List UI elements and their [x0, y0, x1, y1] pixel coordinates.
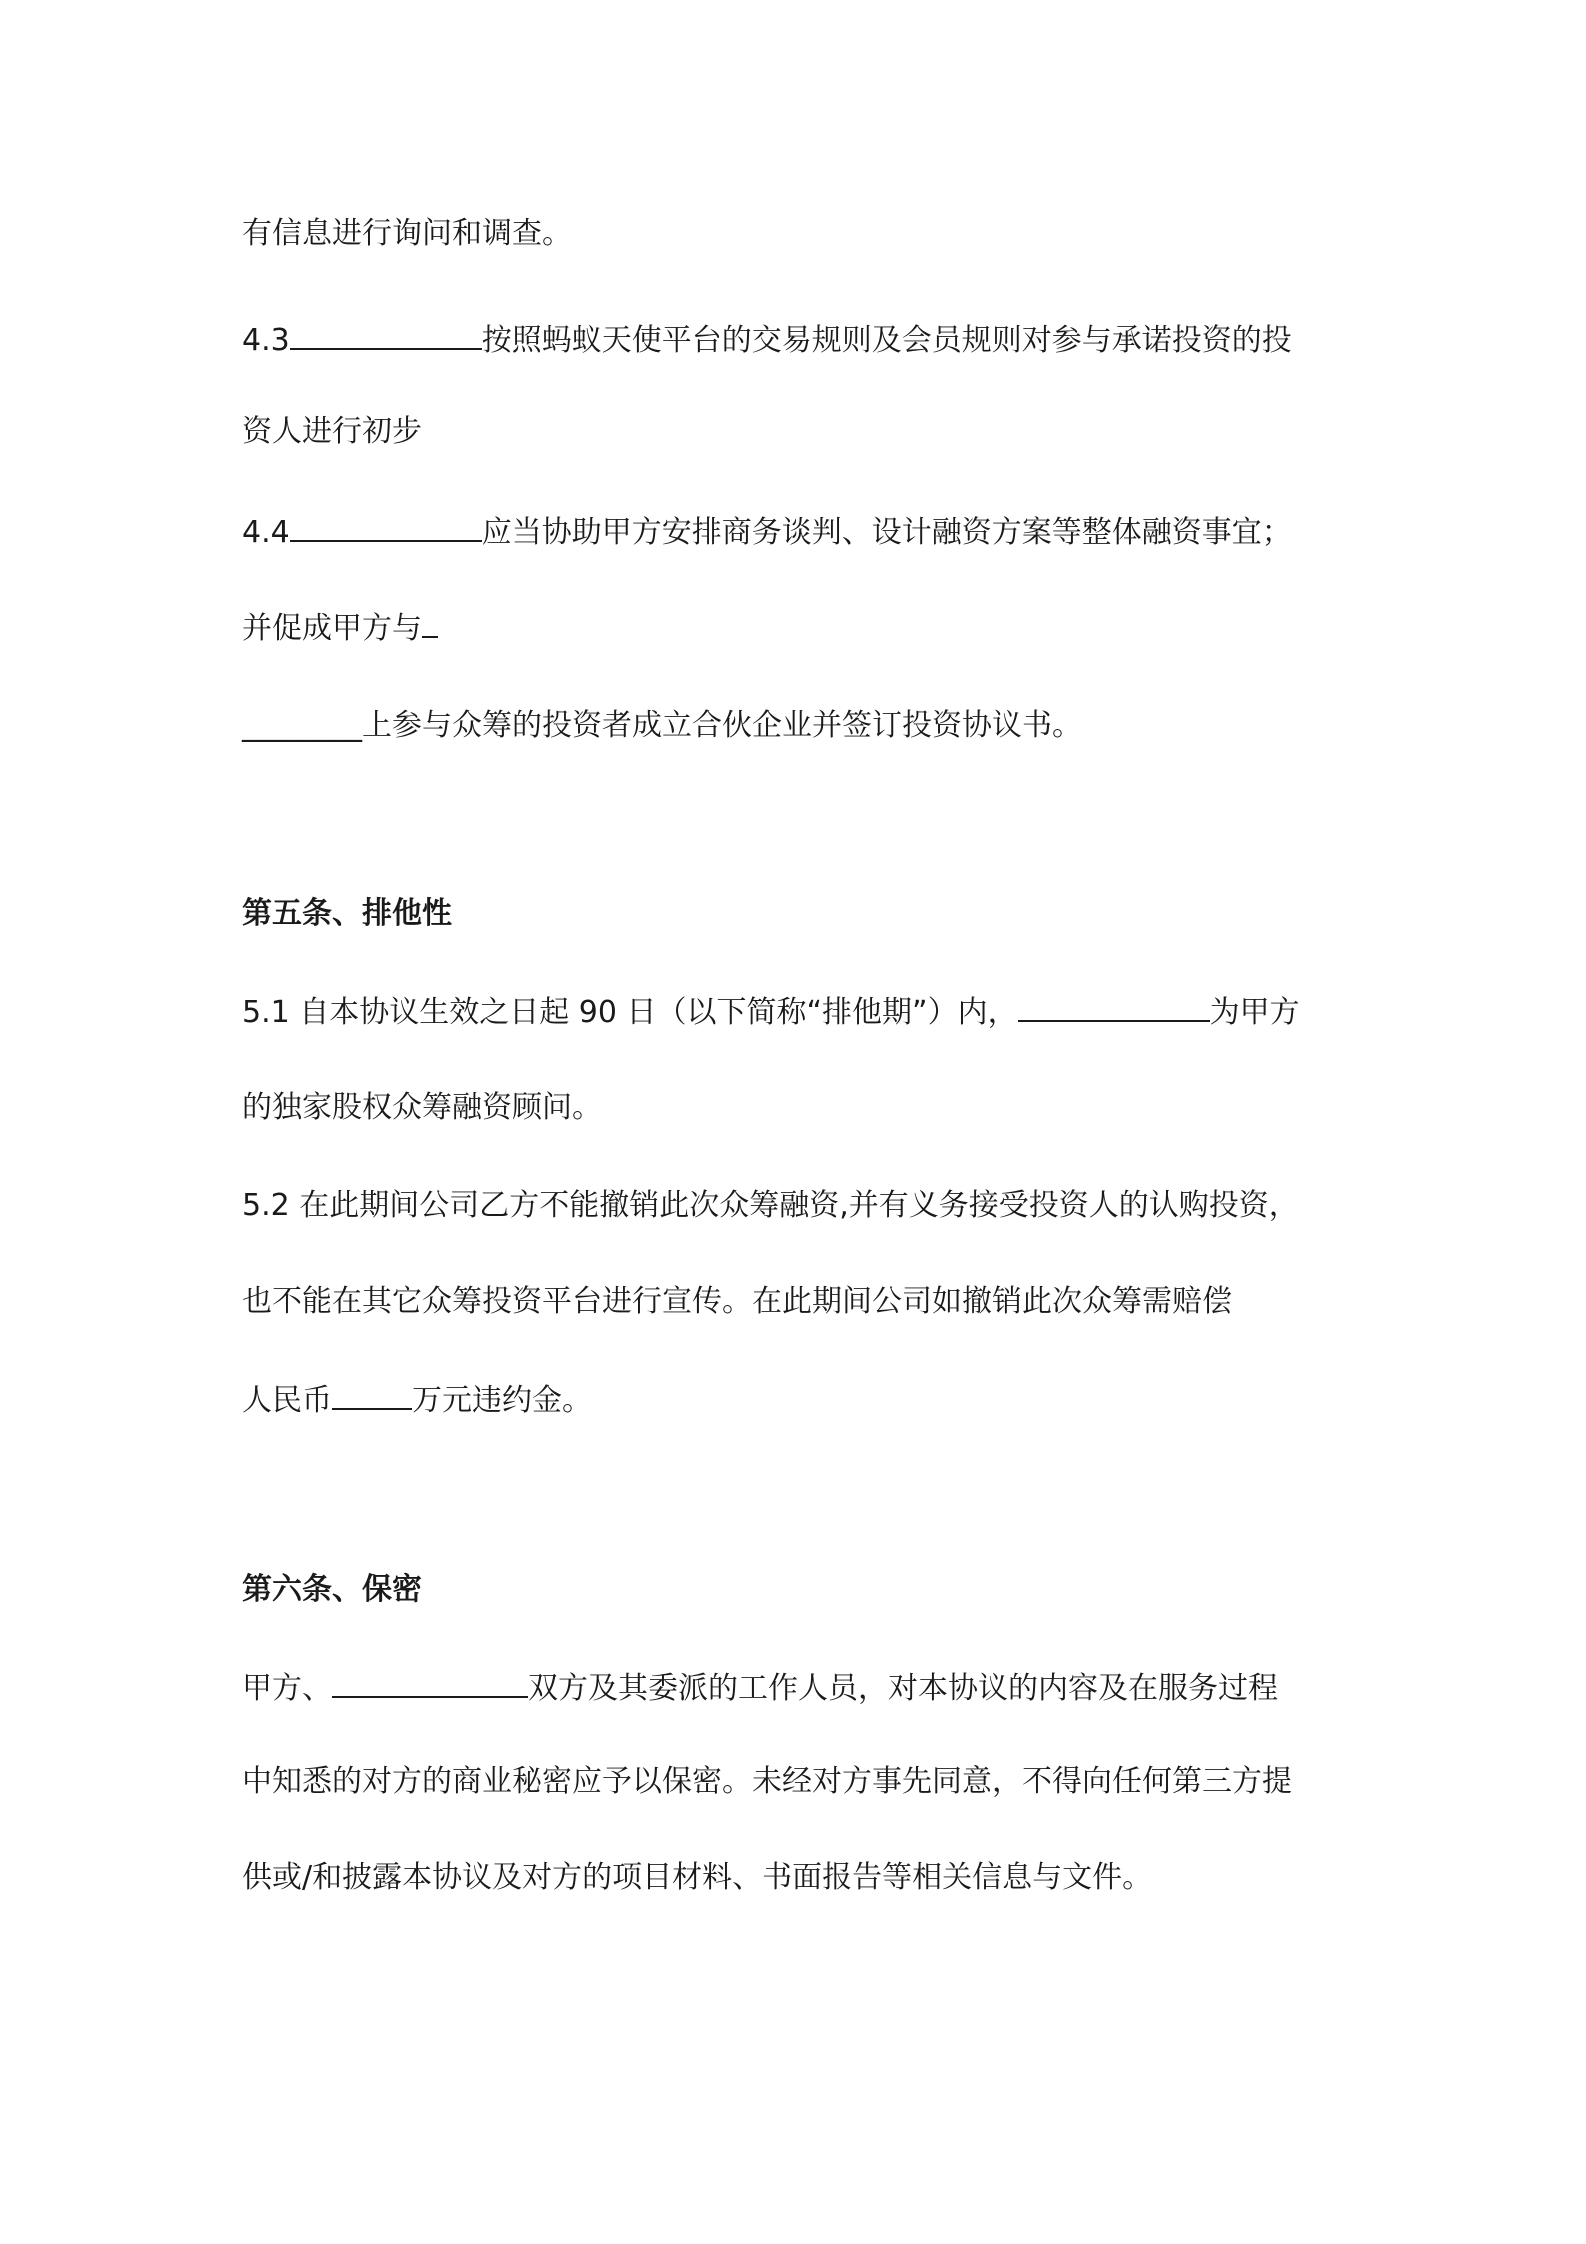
text: 资人进行初步: [242, 414, 422, 449]
text: 有信息进行询问和调查。: [242, 216, 572, 251]
heading-text: 第六条、保密: [242, 1572, 422, 1607]
clause-number: 4.3: [242, 323, 290, 358]
paragraph-line: [242, 412, 1362, 452]
paragraph-line: [242, 1762, 1362, 1802]
blank-field: [1018, 990, 1210, 1022]
blank-field: [422, 606, 438, 638]
text: 为甲方: [1209, 995, 1300, 1030]
section-heading-5: [242, 894, 1362, 934]
paragraph-line: [242, 606, 1362, 649]
text: 按照蚂蚁天使平台的交易规则及会员规则对参与承诺投资的投: [481, 323, 1292, 358]
clause-6: [242, 1666, 1362, 1709]
paragraph-line: [242, 706, 1362, 746]
text: 应当协助甲方安排商务谈判、设计融资方案等整体融资事宜；: [481, 515, 1292, 550]
blank-field: [290, 318, 482, 350]
text: 也不能在其它众筹投资平台进行宣传。在此期间公司如撤销此次众筹需赔偿: [242, 1284, 1232, 1319]
text: 双方及其委派的工作人员，对本协议的内容及在服务过程: [528, 1671, 1278, 1706]
paragraph-line: [242, 1378, 1362, 1421]
text: 并促成甲方与: [242, 611, 422, 646]
text: 万元违约金。: [412, 1383, 592, 1418]
clause-4-3: [242, 318, 1362, 361]
clause-5-1: [242, 990, 1362, 1033]
heading-text: 第五条、排他性: [242, 896, 452, 931]
paragraph-line: [242, 1282, 1362, 1322]
blank-field: [290, 510, 482, 542]
clause-number: 4.4: [242, 515, 290, 550]
paragraph-line: [242, 1858, 1362, 1898]
text: 供或/和披露本协议及对方的项目材料、书面报告等相关信息与文件。: [242, 1860, 1153, 1895]
blank-field: [332, 1666, 528, 1698]
text: 5.1 自本协议生效之日起 90 日（以下简称“排他期”）内，: [242, 995, 1018, 1030]
text: 的独家股权众筹融资顾问。: [242, 1090, 602, 1125]
text: 甲方、: [242, 1671, 332, 1706]
text: 人民币: [242, 1383, 332, 1418]
blank-field: [332, 1378, 412, 1410]
paragraph-line: [242, 1088, 1362, 1128]
text: ________上参与众筹的投资者成立合伙企业并签订投资协议书。: [242, 708, 1082, 743]
section-heading-6: [242, 1570, 1362, 1610]
text: 中知悉的对方的商业秘密应予以保密。未经对方事先同意，不得向任何第三方提: [242, 1764, 1292, 1799]
paragraph-line: [242, 214, 1362, 254]
text: 5.2 在此期间公司乙方不能撤销此次众筹融资,并有义务接受投资人的认购投资，: [242, 1188, 1299, 1223]
clause-5-2: [242, 1186, 1362, 1226]
clause-4-4: [242, 510, 1362, 553]
